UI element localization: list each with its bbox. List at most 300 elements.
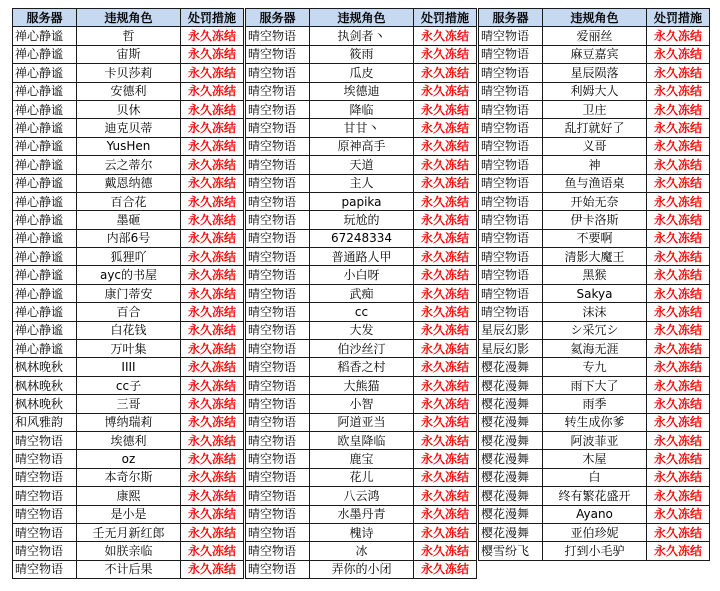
role-cell: シ采冗シ	[543, 321, 647, 339]
ban-table-2	[245, 8, 477, 579]
server-cell: 禅心静谧	[13, 27, 77, 45]
role-cell: IIII	[77, 358, 181, 376]
table-row	[13, 45, 244, 63]
server-cell: 晴空物语	[479, 211, 543, 229]
role-cell: 本奇尔斯	[77, 468, 181, 486]
role-cell: 三哥	[77, 395, 181, 413]
server-cell: 樱花漫舞	[479, 505, 543, 523]
table-row	[246, 82, 477, 100]
penalty-cell: 永久冻结	[414, 174, 477, 192]
penalty-cell: 永久冻结	[181, 284, 244, 302]
role-cell: 伊卡洛斯	[543, 211, 647, 229]
table-row	[479, 450, 710, 468]
table-row	[479, 542, 710, 560]
server-cell: 晴空物语	[246, 542, 310, 560]
role-cell: 花儿	[310, 468, 414, 486]
header-role: 违规角色	[77, 9, 181, 27]
table-row	[479, 413, 710, 431]
role-cell: 神	[543, 156, 647, 174]
penalty-cell: 永久冻结	[414, 487, 477, 505]
penalty-cell: 永久冻结	[647, 82, 710, 100]
penalty-cell: 永久冻结	[647, 64, 710, 82]
penalty-cell: 永久冻结	[647, 468, 710, 486]
table-row	[479, 468, 710, 486]
table-row	[246, 64, 477, 82]
role-cell: 木屋	[543, 450, 647, 468]
server-cell: 晴空物语	[13, 431, 77, 449]
server-cell: 樱花漫舞	[479, 523, 543, 541]
table-row	[479, 82, 710, 100]
server-cell: 晴空物语	[246, 487, 310, 505]
penalty-cell: 永久冻结	[181, 523, 244, 541]
role-cell: 狐狸吖	[77, 248, 181, 266]
role-cell: 玩尬的	[310, 211, 414, 229]
table-row	[13, 284, 244, 302]
penalty-cell: 永久冻结	[414, 431, 477, 449]
header-server: 服务器	[246, 9, 310, 27]
ban-table-3	[478, 8, 710, 561]
table-row	[246, 542, 477, 560]
table-row	[246, 340, 477, 358]
penalty-cell: 永久冻结	[414, 27, 477, 45]
penalty-cell: 永久冻结	[414, 248, 477, 266]
server-cell: 晴空物语	[246, 229, 310, 247]
table-row	[13, 156, 244, 174]
role-cell: 是小是	[77, 505, 181, 523]
penalty-cell: 永久冻结	[647, 192, 710, 210]
penalty-cell: 永久冻结	[181, 450, 244, 468]
table-row	[479, 321, 710, 339]
table-row	[479, 100, 710, 118]
server-cell: 禅心静谧	[13, 321, 77, 339]
penalty-cell: 永久冻结	[414, 119, 477, 137]
penalty-cell: 永久冻结	[181, 156, 244, 174]
table-row	[13, 340, 244, 358]
server-cell: 樱花漫舞	[479, 395, 543, 413]
role-cell: 普通路人甲	[310, 248, 414, 266]
penalty-cell: 永久冻结	[647, 266, 710, 284]
table-row	[246, 376, 477, 394]
role-cell: 弄你的小闭	[310, 560, 414, 578]
table-row	[479, 45, 710, 63]
server-cell: 晴空物语	[246, 119, 310, 137]
server-cell: 禅心静谧	[13, 100, 77, 118]
penalty-cell: 永久冻结	[414, 211, 477, 229]
role-cell: 稻香之村	[310, 358, 414, 376]
penalty-cell: 永久冻结	[647, 119, 710, 137]
header-role: 违规角色	[310, 9, 414, 27]
table-row	[246, 303, 477, 321]
server-cell: 晴空物语	[479, 174, 543, 192]
ban-list	[12, 8, 710, 585]
table-row	[246, 248, 477, 266]
server-cell: 晴空物语	[246, 303, 310, 321]
server-cell: 樱花漫舞	[479, 487, 543, 505]
table-row	[13, 211, 244, 229]
penalty-cell: 永久冻结	[181, 431, 244, 449]
role-cell: 八云鸿	[310, 487, 414, 505]
header-server: 服务器	[479, 9, 543, 27]
penalty-cell: 永久冻结	[647, 321, 710, 339]
server-cell: 晴空物语	[13, 523, 77, 541]
role-cell: 小白呀	[310, 266, 414, 284]
table-row	[246, 487, 477, 505]
table-row	[479, 523, 710, 541]
server-cell: 晴空物语	[479, 229, 543, 247]
table-row	[246, 523, 477, 541]
penalty-cell: 永久冻结	[181, 119, 244, 137]
role-cell: 鱼与渔语桌	[543, 174, 647, 192]
header-role: 违规角色	[543, 9, 647, 27]
role-cell: 百合花	[77, 192, 181, 210]
server-cell: 晴空物语	[246, 413, 310, 431]
table-row	[13, 266, 244, 284]
role-cell: 67248334	[310, 229, 414, 247]
server-cell: 晴空物语	[246, 156, 310, 174]
server-cell: 禅心静谧	[13, 174, 77, 192]
penalty-cell: 永久冻结	[647, 229, 710, 247]
server-cell: 晴空物语	[246, 45, 310, 63]
role-cell: 大熊猫	[310, 376, 414, 394]
header-row	[479, 9, 710, 27]
role-cell: 百合	[77, 303, 181, 321]
penalty-cell: 永久冻结	[414, 156, 477, 174]
role-cell: 冰	[310, 542, 414, 560]
penalty-cell: 永久冻结	[181, 64, 244, 82]
table-row	[246, 156, 477, 174]
table-row	[13, 248, 244, 266]
table-row	[13, 395, 244, 413]
table-row	[479, 376, 710, 394]
penalty-cell: 永久冻结	[647, 211, 710, 229]
role-cell: 氦海无涯	[543, 340, 647, 358]
server-cell: 晴空物语	[246, 321, 310, 339]
server-cell: 樱花漫舞	[479, 468, 543, 486]
server-cell: 晴空物语	[246, 248, 310, 266]
table-row	[13, 82, 244, 100]
table-row	[13, 505, 244, 523]
role-cell: 终有繁花盛开	[543, 487, 647, 505]
table-row	[246, 174, 477, 192]
penalty-cell: 永久冻结	[181, 321, 244, 339]
server-cell: 晴空物语	[479, 119, 543, 137]
table-row	[13, 119, 244, 137]
role-cell: 戴恩纳德	[77, 174, 181, 192]
server-cell: 樱花漫舞	[479, 413, 543, 431]
table-row	[479, 505, 710, 523]
penalty-cell: 永久冻结	[414, 340, 477, 358]
penalty-cell: 永久冻结	[181, 505, 244, 523]
role-cell: 卡贝莎莉	[77, 64, 181, 82]
role-cell: 麻豆嘉宾	[543, 45, 647, 63]
server-cell: 晴空物语	[479, 45, 543, 63]
server-cell: 禅心静谧	[13, 137, 77, 155]
penalty-cell: 永久冻结	[181, 340, 244, 358]
role-cell: oz	[77, 450, 181, 468]
table-row	[246, 395, 477, 413]
penalty-cell: 永久冻结	[414, 560, 477, 578]
table-row	[479, 64, 710, 82]
role-cell: 康门蒂安	[77, 284, 181, 302]
table-row	[13, 303, 244, 321]
role-cell: 埃德迪	[310, 82, 414, 100]
server-cell: 禅心静谧	[13, 156, 77, 174]
role-cell: 不计后果	[77, 560, 181, 578]
role-cell: 鹿宝	[310, 450, 414, 468]
table-row	[479, 340, 710, 358]
role-cell: Sakya	[543, 284, 647, 302]
table-row	[479, 119, 710, 137]
table-row	[479, 266, 710, 284]
table-row	[13, 523, 244, 541]
penalty-cell: 永久冻结	[414, 100, 477, 118]
header-server: 服务器	[13, 9, 77, 27]
role-cell: 黑猴	[543, 266, 647, 284]
table-row	[13, 27, 244, 45]
table-row	[246, 119, 477, 137]
penalty-cell: 永久冻结	[181, 229, 244, 247]
role-cell: 降临	[310, 100, 414, 118]
server-cell: 晴空物语	[246, 192, 310, 210]
server-cell: 禅心静谧	[13, 192, 77, 210]
table-row	[246, 192, 477, 210]
role-cell: 卫庄	[543, 100, 647, 118]
table-row	[13, 450, 244, 468]
table-row	[246, 266, 477, 284]
role-cell: 清影大魔王	[543, 248, 647, 266]
server-cell: 晴空物语	[479, 192, 543, 210]
server-cell: 晴空物语	[246, 505, 310, 523]
penalty-cell: 永久冻结	[647, 284, 710, 302]
server-cell: 晴空物语	[479, 156, 543, 174]
penalty-cell: 永久冻结	[647, 137, 710, 155]
header-penalty: 处罚措施	[181, 9, 244, 27]
penalty-cell: 永久冻结	[414, 358, 477, 376]
server-cell: 晴空物语	[246, 560, 310, 578]
penalty-cell: 永久冻结	[414, 542, 477, 560]
penalty-cell: 永久冻结	[647, 523, 710, 541]
server-cell: 枫林晚秋	[13, 395, 77, 413]
role-cell: 康熙	[77, 487, 181, 505]
penalty-cell: 永久冻结	[414, 266, 477, 284]
table-row	[479, 174, 710, 192]
penalty-cell: 永久冻结	[181, 303, 244, 321]
server-cell: 晴空物语	[246, 450, 310, 468]
penalty-cell: 永久冻结	[414, 450, 477, 468]
role-cell: 如朕亲临	[77, 542, 181, 560]
server-cell: 禅心静谧	[13, 119, 77, 137]
penalty-cell: 永久冻结	[181, 192, 244, 210]
table-row	[246, 284, 477, 302]
penalty-cell: 永久冻结	[647, 303, 710, 321]
role-cell: 云之蒂尔	[77, 156, 181, 174]
penalty-cell: 永久冻结	[181, 395, 244, 413]
table-row	[246, 468, 477, 486]
table-row	[246, 45, 477, 63]
penalty-cell: 永久冻结	[181, 468, 244, 486]
table-row	[479, 27, 710, 45]
penalty-cell: 永久冻结	[414, 284, 477, 302]
server-cell: 樱雪纷飞	[479, 542, 543, 560]
role-cell: 乱打就好了	[543, 119, 647, 137]
server-cell: 禅心静谧	[13, 82, 77, 100]
server-cell: 晴空物语	[246, 27, 310, 45]
ban-table-1	[12, 8, 244, 579]
table-row	[246, 137, 477, 155]
server-cell: 晴空物语	[246, 358, 310, 376]
penalty-cell: 永久冻结	[647, 27, 710, 45]
table-row	[13, 413, 244, 431]
role-cell: 筱雨	[310, 45, 414, 63]
penalty-cell: 永久冻结	[181, 82, 244, 100]
penalty-cell: 永久冻结	[414, 45, 477, 63]
penalty-cell: 永久冻结	[181, 413, 244, 431]
table-row	[13, 542, 244, 560]
role-cell: 哲	[77, 27, 181, 45]
server-cell: 晴空物语	[246, 376, 310, 394]
role-cell: 内部6号	[77, 229, 181, 247]
table-row	[13, 358, 244, 376]
server-cell: 晴空物语	[246, 100, 310, 118]
table-row	[246, 211, 477, 229]
table-row	[246, 560, 477, 578]
server-cell: 晴空物语	[13, 542, 77, 560]
role-cell: 天道	[310, 156, 414, 174]
role-cell: 利姆大人	[543, 82, 647, 100]
server-cell: 晴空物语	[246, 211, 310, 229]
role-cell: 沫沫	[543, 303, 647, 321]
table-row	[13, 487, 244, 505]
server-cell: 晴空物语	[246, 395, 310, 413]
penalty-cell: 永久冻结	[414, 321, 477, 339]
table-row	[246, 100, 477, 118]
table-row	[13, 100, 244, 118]
table-row	[13, 192, 244, 210]
role-cell: 原神高手	[310, 137, 414, 155]
penalty-cell: 永久冻结	[181, 248, 244, 266]
role-cell: 爱丽丝	[543, 27, 647, 45]
server-cell: 禅心静谧	[13, 45, 77, 63]
table-row	[479, 211, 710, 229]
server-cell: 禅心静谧	[13, 284, 77, 302]
role-cell: 阿波菲亚	[543, 431, 647, 449]
penalty-cell: 永久冻结	[181, 45, 244, 63]
penalty-cell: 永久冻结	[647, 450, 710, 468]
table-row	[479, 303, 710, 321]
server-cell: 晴空物语	[479, 64, 543, 82]
penalty-cell: 永久冻结	[414, 229, 477, 247]
penalty-cell: 永久冻结	[414, 523, 477, 541]
header-penalty: 处罚措施	[414, 9, 477, 27]
table-row	[246, 27, 477, 45]
penalty-cell: 永久冻结	[647, 431, 710, 449]
role-cell: 安德利	[77, 82, 181, 100]
penalty-cell: 永久冻结	[647, 248, 710, 266]
server-cell: 晴空物语	[246, 340, 310, 358]
penalty-cell: 永久冻结	[647, 487, 710, 505]
role-cell: 专九	[543, 358, 647, 376]
table-row	[479, 358, 710, 376]
table-row	[13, 321, 244, 339]
role-cell: 小智	[310, 395, 414, 413]
table-row	[479, 229, 710, 247]
penalty-cell: 永久冻结	[181, 542, 244, 560]
penalty-cell: 永久冻结	[414, 82, 477, 100]
role-cell: 墨砸	[77, 211, 181, 229]
server-cell: 晴空物语	[479, 284, 543, 302]
role-cell: 宙斯	[77, 45, 181, 63]
role-cell: 白花钱	[77, 321, 181, 339]
table-row	[479, 431, 710, 449]
server-cell: 樱花漫舞	[479, 358, 543, 376]
table-row	[246, 431, 477, 449]
server-cell: 禅心静谧	[13, 303, 77, 321]
role-cell: 开始无奈	[543, 192, 647, 210]
penalty-cell: 永久冻结	[647, 156, 710, 174]
role-cell: 亚伯珍妮	[543, 523, 647, 541]
server-cell: 晴空物语	[246, 468, 310, 486]
server-cell: 晴空物语	[479, 266, 543, 284]
table-row	[13, 229, 244, 247]
table-row	[246, 413, 477, 431]
server-cell: 晴空物语	[13, 505, 77, 523]
role-cell: 执剑者丶	[310, 27, 414, 45]
penalty-cell: 永久冻结	[647, 505, 710, 523]
role-cell: 转生成你爹	[543, 413, 647, 431]
table-row	[246, 229, 477, 247]
penalty-cell: 永久冻结	[647, 395, 710, 413]
server-cell: 禅心静谧	[13, 211, 77, 229]
server-cell: 星辰幻影	[479, 340, 543, 358]
server-cell: 和风雅韵	[13, 413, 77, 431]
role-cell: cc	[310, 303, 414, 321]
role-cell: 欧皇降临	[310, 431, 414, 449]
server-cell: 晴空物语	[479, 303, 543, 321]
server-cell: 晴空物语	[246, 174, 310, 192]
penalty-cell: 永久冻结	[181, 266, 244, 284]
server-cell: 禅心静谧	[13, 229, 77, 247]
role-cell: 雨下大了	[543, 376, 647, 394]
server-cell: 禅心静谧	[13, 266, 77, 284]
table-row	[13, 376, 244, 394]
table-row	[246, 358, 477, 376]
table-row	[13, 560, 244, 578]
server-cell: 晴空物语	[479, 248, 543, 266]
server-cell: 晴空物语	[479, 100, 543, 118]
server-cell: 樱花漫舞	[479, 376, 543, 394]
role-cell: 大发	[310, 321, 414, 339]
role-cell: 打到小毛驴	[543, 542, 647, 560]
role-cell: 伯沙丝汀	[310, 340, 414, 358]
server-cell: 晴空物语	[13, 487, 77, 505]
table-row	[479, 284, 710, 302]
penalty-cell: 永久冻结	[647, 376, 710, 394]
penalty-cell: 永久冻结	[647, 174, 710, 192]
server-cell: 晴空物语	[246, 82, 310, 100]
role-cell: papika	[310, 192, 414, 210]
table-row	[479, 248, 710, 266]
server-cell: 樱花漫舞	[479, 431, 543, 449]
penalty-cell: 永久冻结	[414, 413, 477, 431]
role-cell: 武痴	[310, 284, 414, 302]
server-cell: 枫林晚秋	[13, 376, 77, 394]
server-cell: 晴空物语	[479, 137, 543, 155]
role-cell: 埃德利	[77, 431, 181, 449]
role-cell: 甘甘丶	[310, 119, 414, 137]
penalty-cell: 永久冻结	[414, 64, 477, 82]
server-cell: 晴空物语	[479, 82, 543, 100]
table-row	[246, 321, 477, 339]
